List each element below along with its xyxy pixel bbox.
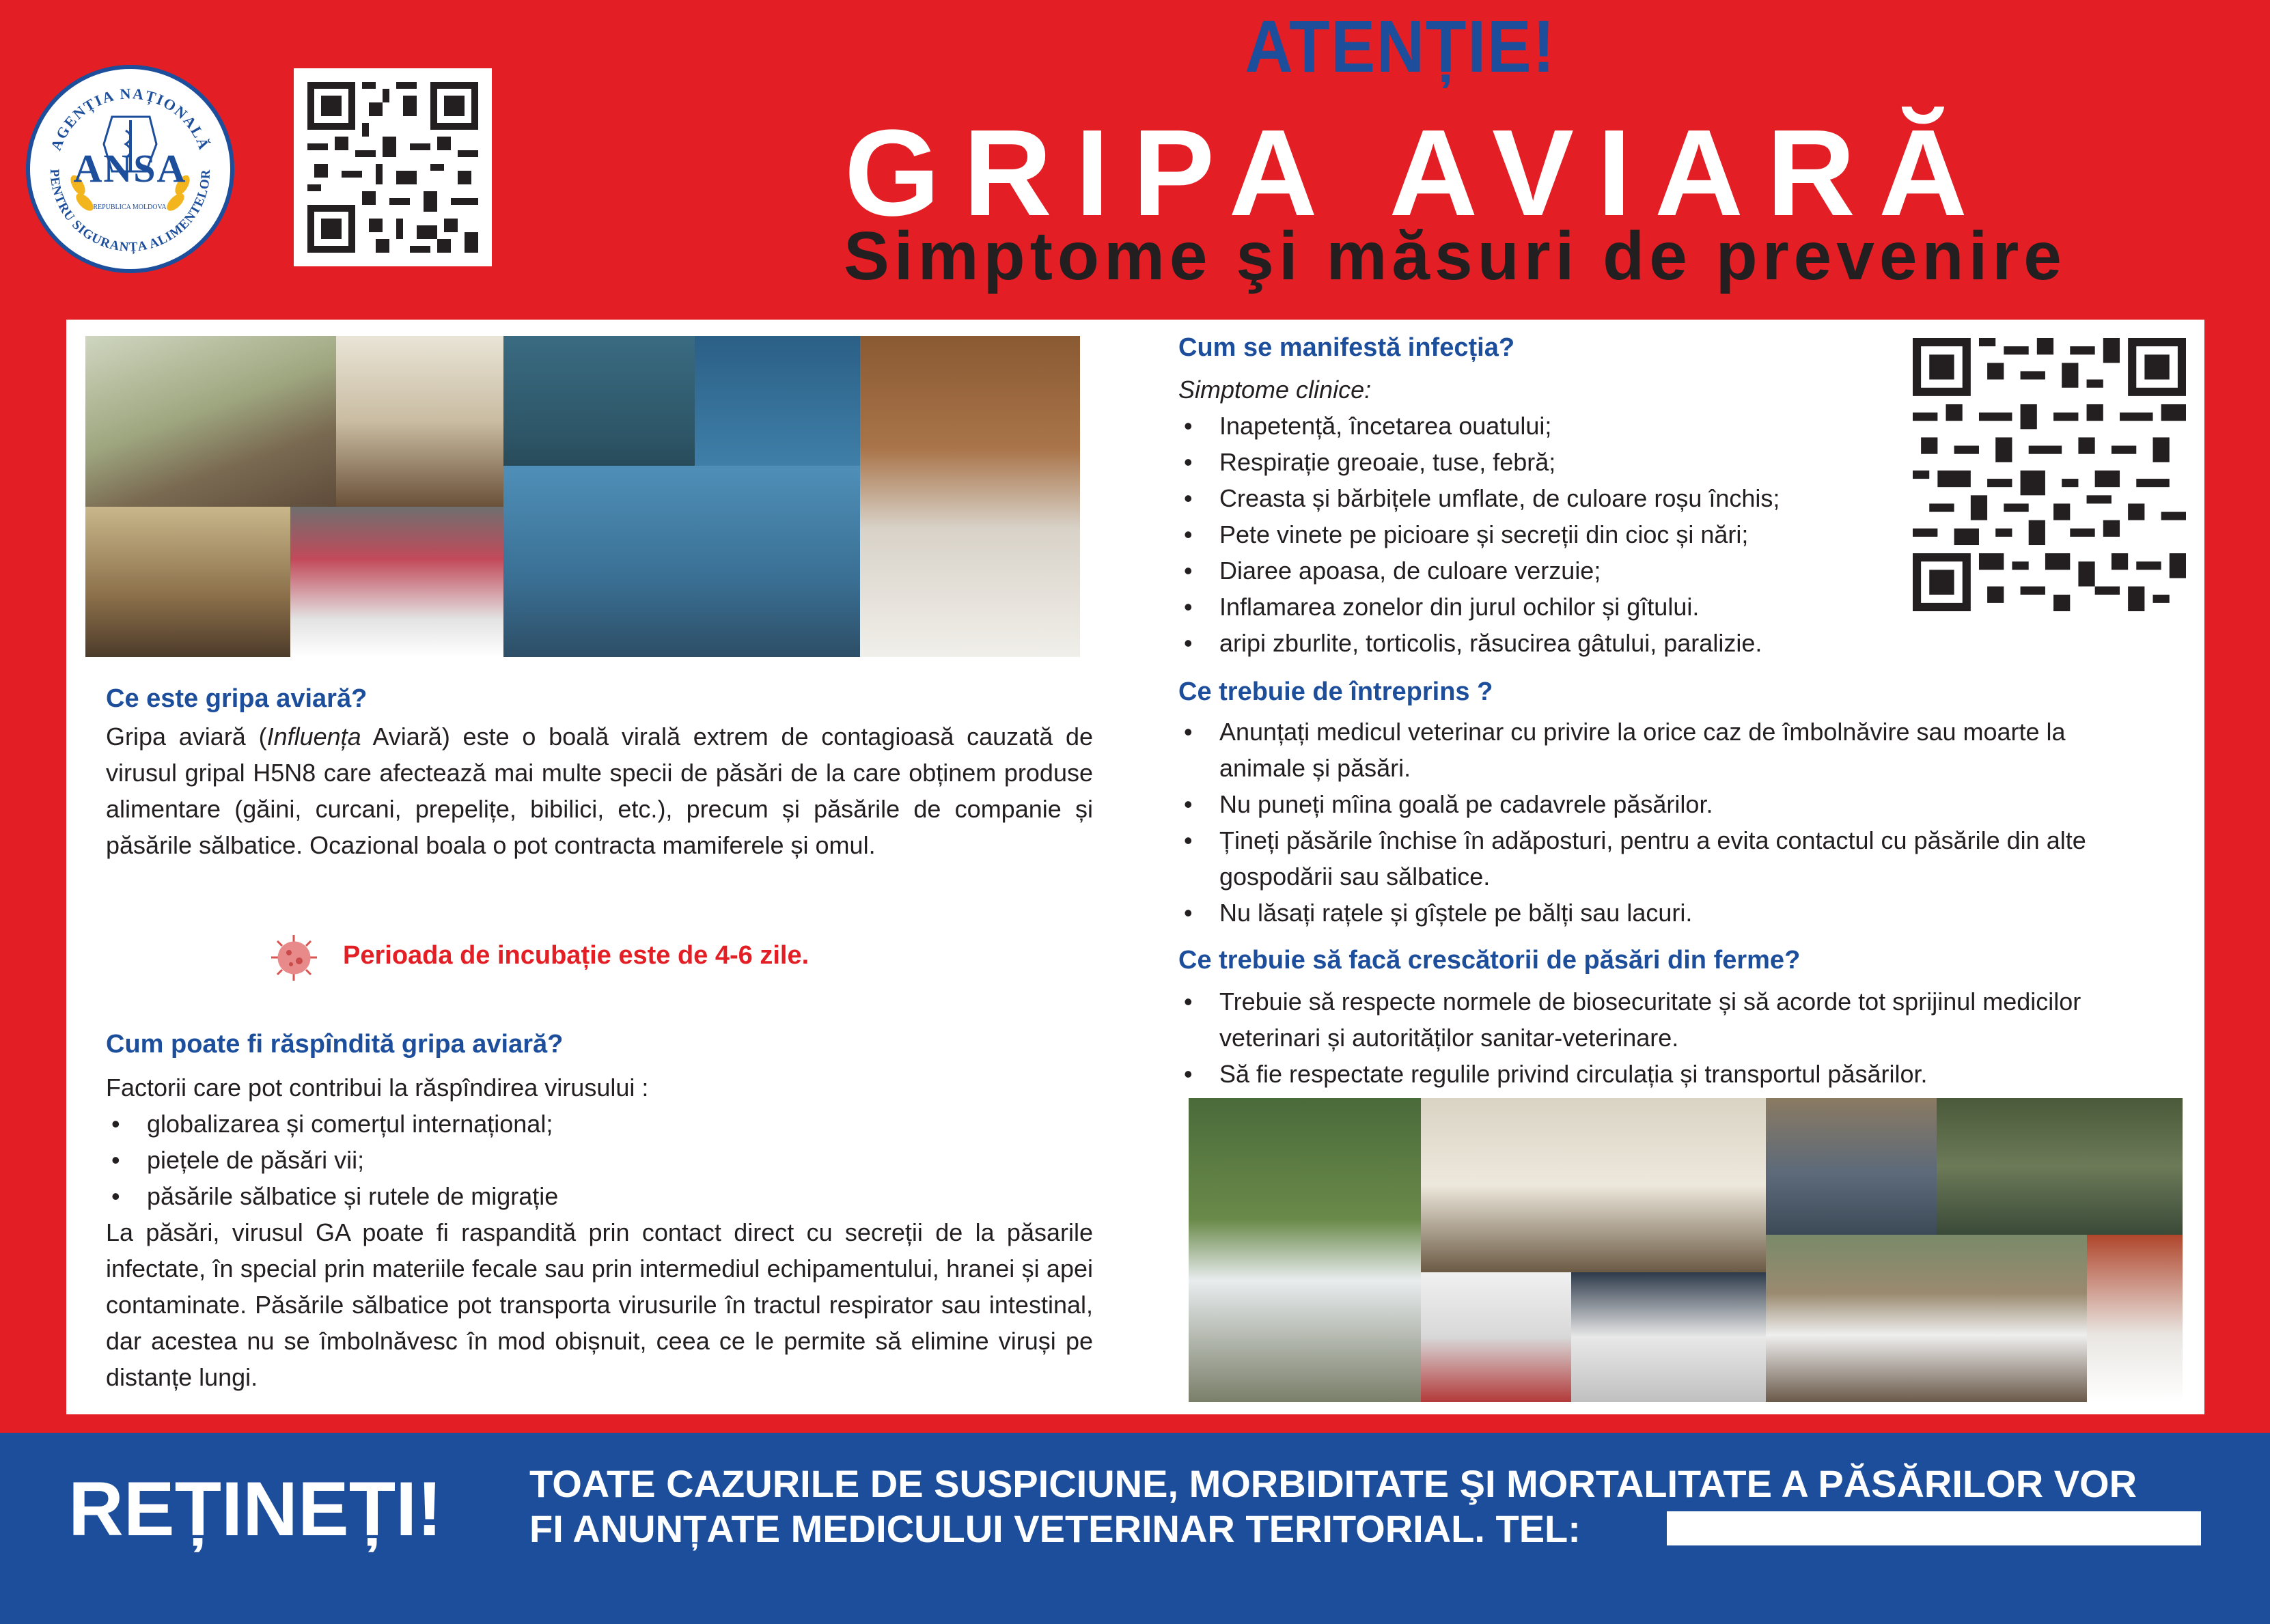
list-item: • Pete vinete pe picioare și secreții din cioc și nări; (1178, 516, 1930, 552)
phone-field[interactable] (1667, 1511, 2201, 1545)
list-item: • Nu lăsați rațele și gîștele pe bălți sau lacuri. (1178, 895, 2155, 931)
virus-icon (268, 932, 320, 983)
page-subtitle: Simptome şi măsuri de prevenire (844, 218, 2066, 294)
section-spread-title: Cum poate fi răspîndită gripa aviară? (106, 1030, 564, 1059)
spread-list (106, 1106, 1093, 1214)
spread-body: La păsări, virusul GA poate fi raspandită prin contact direct cu secreții de la păsarile infectate, în special prin materiile fecale sau prin intermediul echipamentului, hranei și apei contaminate. Păsările sălbatice pot transporta virusurile în tractul respirator sau intestinal, dar acestea nu se îmbolnăvesc în mod obișnuit, ceea ce le permite să elimine viruși pe distanțe lungi. (106, 1218, 1093, 1391)
list-item: • Anunțați medicul veterinar cu privire la orice caz de îmbolnăvire sau moarte la animale și păsări. (1178, 714, 2155, 786)
list-item: • Să fie respectate regulile privind circulația și transportul păsărilor. (1178, 1056, 2155, 1092)
list-item: • Nu puneți mîina goală pe cadavrele păsărilor. (1178, 786, 2155, 822)
photo-farm-workers (1766, 1098, 1937, 1235)
photo-child-chickens (85, 336, 336, 507)
photo-gulls (503, 466, 860, 657)
list-item: • Trebuie să respecte normele de biosecuritate și să acorde tot sprijinul medicilor veterinari și autorităților sanitar-veterinare. (1178, 983, 2155, 1056)
list-item: • piețele de păsări vii; (106, 1142, 1093, 1178)
list-item: • Creasta și bărbițele umflate, de culoare roșu închis; (1178, 480, 1930, 516)
photo-ducks (336, 336, 503, 507)
manifest-subtitle: Simptome clinice: (1178, 376, 1372, 404)
list-item: • Țineți păsările închise în adăposturi, pentru a evita contactul cu păsările din alte gospodării sau sălbatice. (1178, 822, 2155, 895)
logo-ring-top: AGENȚIA NAȚIONALĂ (46, 85, 214, 153)
list-item: • Inapetență, încetarea ouatului; (1178, 408, 1930, 444)
logo-mark: ANSA (73, 146, 187, 191)
photo-white-chickens (1421, 1272, 1571, 1402)
photo-rooster (2087, 1235, 2183, 1402)
qr-code-right (1913, 338, 2186, 611)
photo-swans-flying (695, 336, 860, 466)
qr-code-icon (1913, 338, 2186, 611)
farm-list (1178, 983, 2155, 1092)
list-item: • Inflamarea zonelor din jurul ochilor și gîtului. (1178, 589, 1930, 625)
photo-quails (85, 507, 290, 657)
photo-turkeys (290, 507, 503, 657)
qr-code-top (294, 68, 492, 266)
photo-dead-goose (1766, 1235, 2087, 1402)
list-item: • Diaree apoasa, de culoare verzuie; (1178, 552, 1930, 589)
photo-mallard-ducks (1937, 1098, 2183, 1235)
incubation-note: Perioada de incubație este de 4-6 zile. (343, 941, 809, 970)
photo-white-hen (860, 336, 1080, 657)
list-item: • aripi zburlite, torticolis, răsucirea gâtului, paralizie. (1178, 625, 1930, 661)
spread-intro: Factorii care pot contribui la răspîndirea virusului : (106, 1074, 649, 1102)
list-item: • globalizarea și comerțul internațional; (106, 1106, 1093, 1142)
photo-dead-geese (1421, 1098, 1766, 1272)
header-attention: ATENȚIE! (1245, 5, 1556, 87)
section-what-title: Ce este gripa aviară? (106, 684, 368, 713)
section-todo-title: Ce trebuie de întreprins ? (1178, 677, 1493, 706)
qr-code-icon (294, 68, 492, 266)
page-title: GRIPA AVIARĂ (844, 104, 1991, 242)
photo-vet-protective-suit (1189, 1098, 1421, 1402)
list-item: • Respirație greoaie, tuse, febră; (1178, 444, 1930, 480)
photo-sick-hens (1571, 1272, 1766, 1402)
todo-list (1178, 714, 2155, 931)
manifest-list (1178, 408, 1930, 661)
list-item: • păsările sălbatice și rutele de migrație (106, 1178, 1093, 1214)
section-farm-title: Ce trebuie să facă crescătorii de păsări din ferme? (1178, 946, 1801, 975)
logo-ring-bottom: PENTRU SIGURANȚA ALIMENTELOR (46, 169, 214, 255)
footer-remember: REȚINEȚI! (68, 1466, 443, 1552)
footer-line-2: FI ANUNȚATE MEDICULUI VETERINAR TERITORIAL. TEL: (529, 1507, 1581, 1550)
section-what-body: Gripa aviară (Influența Aviară) este o boală virală extrem de contagioasă cauzată de virusul gripal H5N8 care afectează mai multe specii de păsări de la care obținem produse alimentare (găini, curcani, prepelițe, bibilici, etc.), precum și păsările de companie și păsările sălbatice. Ocazional boala o pot contracta mamiferele și omul. (106, 723, 1094, 859)
section-manifest-title: Cum se manifestă infecția? (1178, 333, 1515, 362)
footer-line-1: TOATE CAZURILE DE SUSPICIUNE, MORBIDITATE ŞI MORTALITATE A PĂSĂRILOR VOR (529, 1462, 2137, 1505)
logo-small-text: REPUBLICA MOLDOVA (93, 204, 167, 211)
ansa-logo (26, 65, 234, 273)
